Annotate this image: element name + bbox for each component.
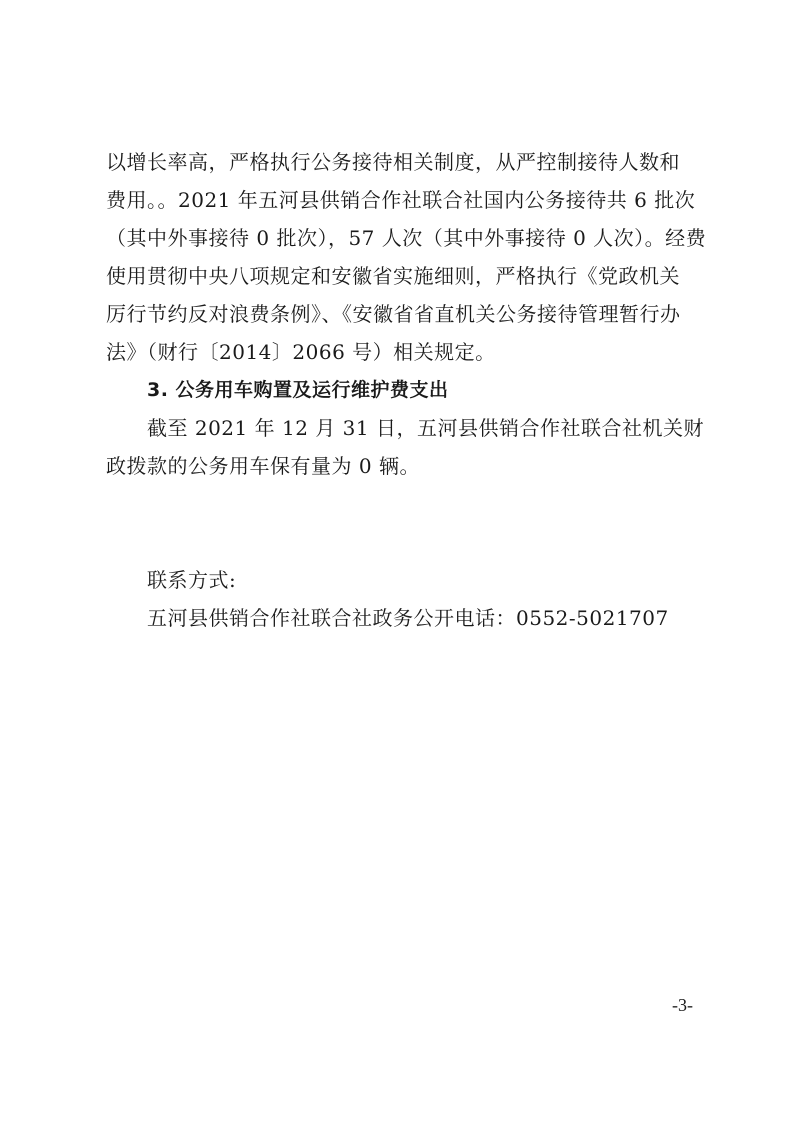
paragraph-line: 以增长率高，严格执行公务接待相关制度，从严控制接待人数和 [106, 150, 680, 174]
page-number: -3- [672, 995, 693, 1015]
paragraph-line: 费用。。2021 年五河县供销合作社联合社国内公务接待共 6 批次 [106, 188, 696, 212]
paragraph-line: 政拨款的公务用车保有量为 0 辆。 [106, 454, 420, 478]
section-heading: 3. 公务用车购置及运行维护费支出 [147, 379, 449, 401]
paragraph-line: （其中外事接待 0 批次），57 人次（其中外事接待 0 人次）。经费 [106, 226, 707, 250]
paragraph-line: 法》（财行〔2014〕2066 号）相关规定。 [106, 340, 496, 364]
paragraph-line: 截至 2021 年 12 月 31 日，五河县供销合作社联合社机关财 [147, 416, 704, 440]
paragraph-line: 使用贯彻中央八项规定和安徽省实施细则，严格执行《党政机关 [106, 264, 680, 288]
contact-label: 联系方式: [147, 568, 237, 592]
contact-phone: 五河县供销合作社联合社政务公开电话：0552-5021707 [147, 606, 669, 630]
paragraph-line: 厉行节约反对浪费条例》、《安徽省省直机关公务接待管理暂行办 [106, 302, 681, 326]
